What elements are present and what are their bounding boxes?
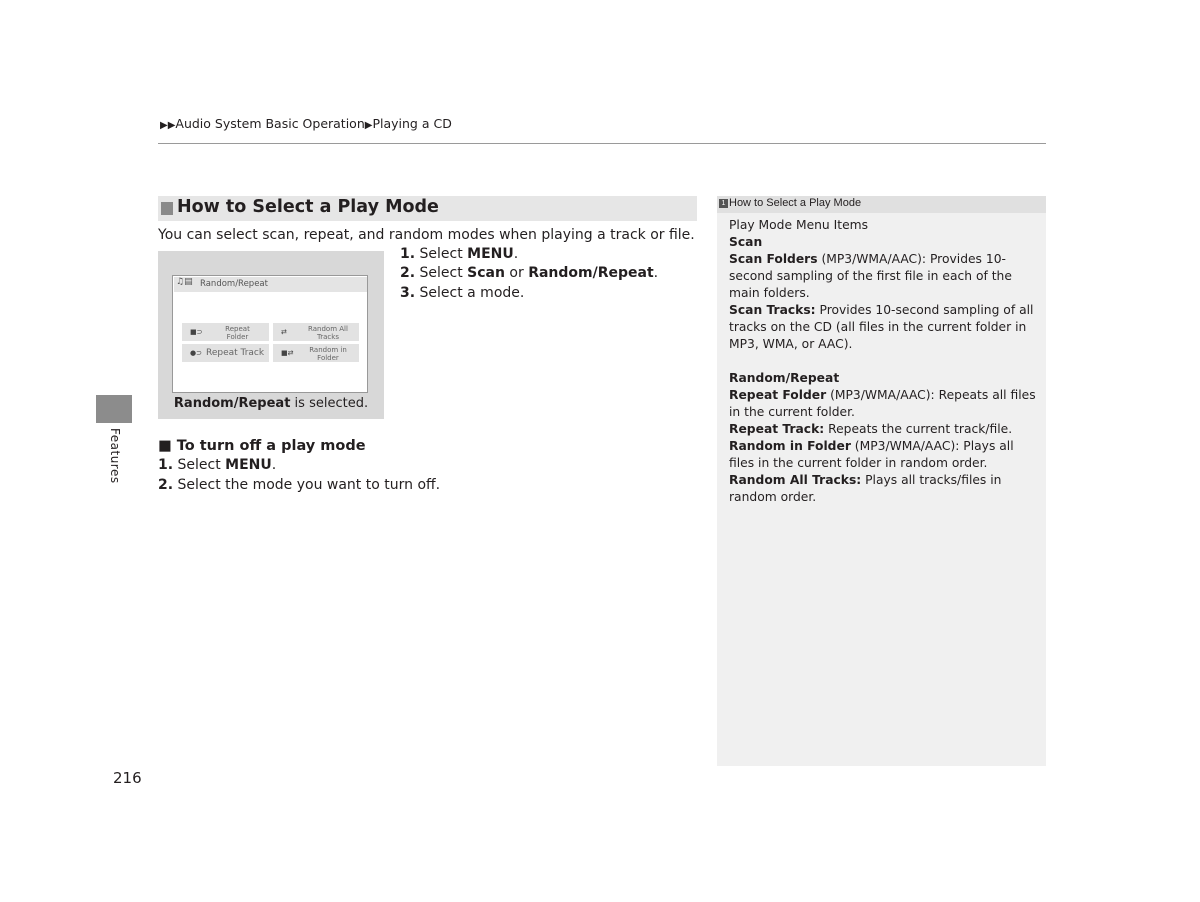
section-heading	[158, 196, 697, 221]
note-item	[729, 302, 1039, 353]
note-term: Scan Folders	[729, 252, 818, 266]
note-desc: Plays all tracks/files in random order.	[729, 473, 1002, 504]
turn-off-step-2	[158, 477, 440, 493]
repeat-track-button[interactable]	[182, 344, 269, 362]
note-item	[729, 421, 1039, 438]
note-term: Random All Tracks:	[729, 473, 862, 487]
note-intro: Play Mode Menu Items	[729, 218, 869, 232]
step-1	[400, 246, 518, 262]
intro-text: You can select scan, repeat, and random modes when playing a track or file.	[158, 227, 695, 243]
note-desc: Provides 10-second sampling of all tracks on the CD (all files in the current folder in MP3, WMA, or AAC).	[729, 303, 1034, 351]
step-text: Select	[415, 246, 468, 262]
breadcrumb-arrow-icon: ▶	[364, 120, 373, 131]
step-bold: MENU	[467, 246, 514, 262]
step-2	[400, 265, 658, 281]
note-body	[729, 217, 1039, 506]
step-3	[400, 285, 524, 301]
button-label: Repeat Track	[206, 348, 265, 358]
note-desc: Repeats all files in the current folder.	[729, 388, 1036, 419]
step-number: 2.	[400, 265, 416, 281]
step-text: Select	[415, 265, 468, 281]
screen-title: Random/Repeat	[200, 279, 268, 289]
note-reference-icon: 1	[719, 199, 728, 208]
caption-bold: Random/Repeat	[173, 396, 291, 411]
note-term: Scan Tracks:	[729, 303, 816, 317]
chapter-label: Features	[108, 428, 122, 484]
note-term-paren: (MP3/WMA/AAC):	[817, 252, 927, 266]
folder-shuffle-icon: ■⇄	[281, 349, 294, 357]
step-text: .	[271, 457, 277, 473]
note-desc: Provides 10-second sampling of the first file in each of the main folders.	[729, 252, 1012, 300]
step-text: or	[504, 265, 529, 281]
chapter-tab	[96, 395, 132, 423]
note-term: Random in Folder	[729, 439, 851, 453]
shuffle-icon: ⇄	[281, 328, 287, 336]
note-item	[729, 251, 1039, 302]
folder-repeat-icon: ■⊃	[190, 328, 203, 336]
square-bullet-icon: ■	[158, 438, 177, 454]
step-text: .	[513, 246, 519, 262]
note-item	[729, 472, 1039, 506]
step-text: Select	[173, 457, 226, 473]
note-term: Repeat Track:	[729, 422, 825, 436]
button-label-line: Folder	[317, 354, 339, 362]
button-label-line: Random All	[308, 325, 348, 333]
step-number: 1.	[400, 246, 416, 262]
note-title-text: How to Select a Play Mode	[729, 197, 862, 209]
random-all-tracks-button[interactable]	[273, 323, 359, 341]
note-title	[719, 197, 861, 209]
square-bullet-icon	[161, 202, 173, 215]
figure-caption	[158, 396, 384, 411]
breadcrumb-item: Playing a CD	[372, 116, 452, 131]
repeat-folder-button[interactable]	[182, 323, 269, 341]
step-text: .	[653, 265, 659, 281]
random-in-folder-button[interactable]	[273, 344, 359, 362]
note-term: Repeat Folder	[729, 388, 827, 402]
subsection-title: To turn off a play mode	[176, 438, 366, 454]
breadcrumb-item: Audio System Basic Operation	[175, 116, 365, 131]
caption-text: is selected.	[290, 396, 369, 411]
step-number: 1.	[158, 457, 174, 473]
step-bold: Random/Repeat	[528, 265, 654, 281]
button-label-line: Repeat	[225, 325, 250, 333]
step-text: Select a mode.	[415, 285, 525, 301]
step-number: 3.	[400, 285, 416, 301]
step-text: Select the mode you want to turn off.	[173, 477, 441, 493]
note-term-paren: (MP3/WMA/AAC):	[850, 439, 960, 453]
breadcrumb-arrow-icon: ▶▶	[160, 120, 176, 131]
step-number: 2.	[158, 477, 174, 493]
header-rule	[158, 143, 1046, 144]
note-subhead: Scan	[729, 235, 763, 249]
step-bold: MENU	[225, 457, 272, 473]
note-item	[729, 438, 1039, 472]
note-subhead: Random/Repeat	[729, 371, 840, 385]
section-title: How to Select a Play Mode	[177, 197, 439, 217]
turn-off-step-1	[158, 457, 276, 473]
music-list-icon: ♫▤	[176, 277, 193, 287]
breadcrumb	[160, 116, 452, 131]
page-number: 216	[113, 769, 142, 787]
note-item	[729, 387, 1039, 421]
track-repeat-icon: ●⊃	[190, 349, 202, 357]
note-desc: Plays all files in the current folder in random order.	[729, 439, 1014, 470]
note-desc: Repeats the current track/file.	[824, 422, 1013, 436]
button-label-line: Folder	[226, 333, 249, 341]
subsection-heading	[158, 438, 366, 454]
step-bold: Scan	[467, 265, 505, 281]
note-term-paren: (MP3/WMA/AAC):	[826, 388, 935, 402]
button-label-line: Random in	[309, 346, 347, 354]
button-label-line: Tracks	[317, 333, 339, 341]
